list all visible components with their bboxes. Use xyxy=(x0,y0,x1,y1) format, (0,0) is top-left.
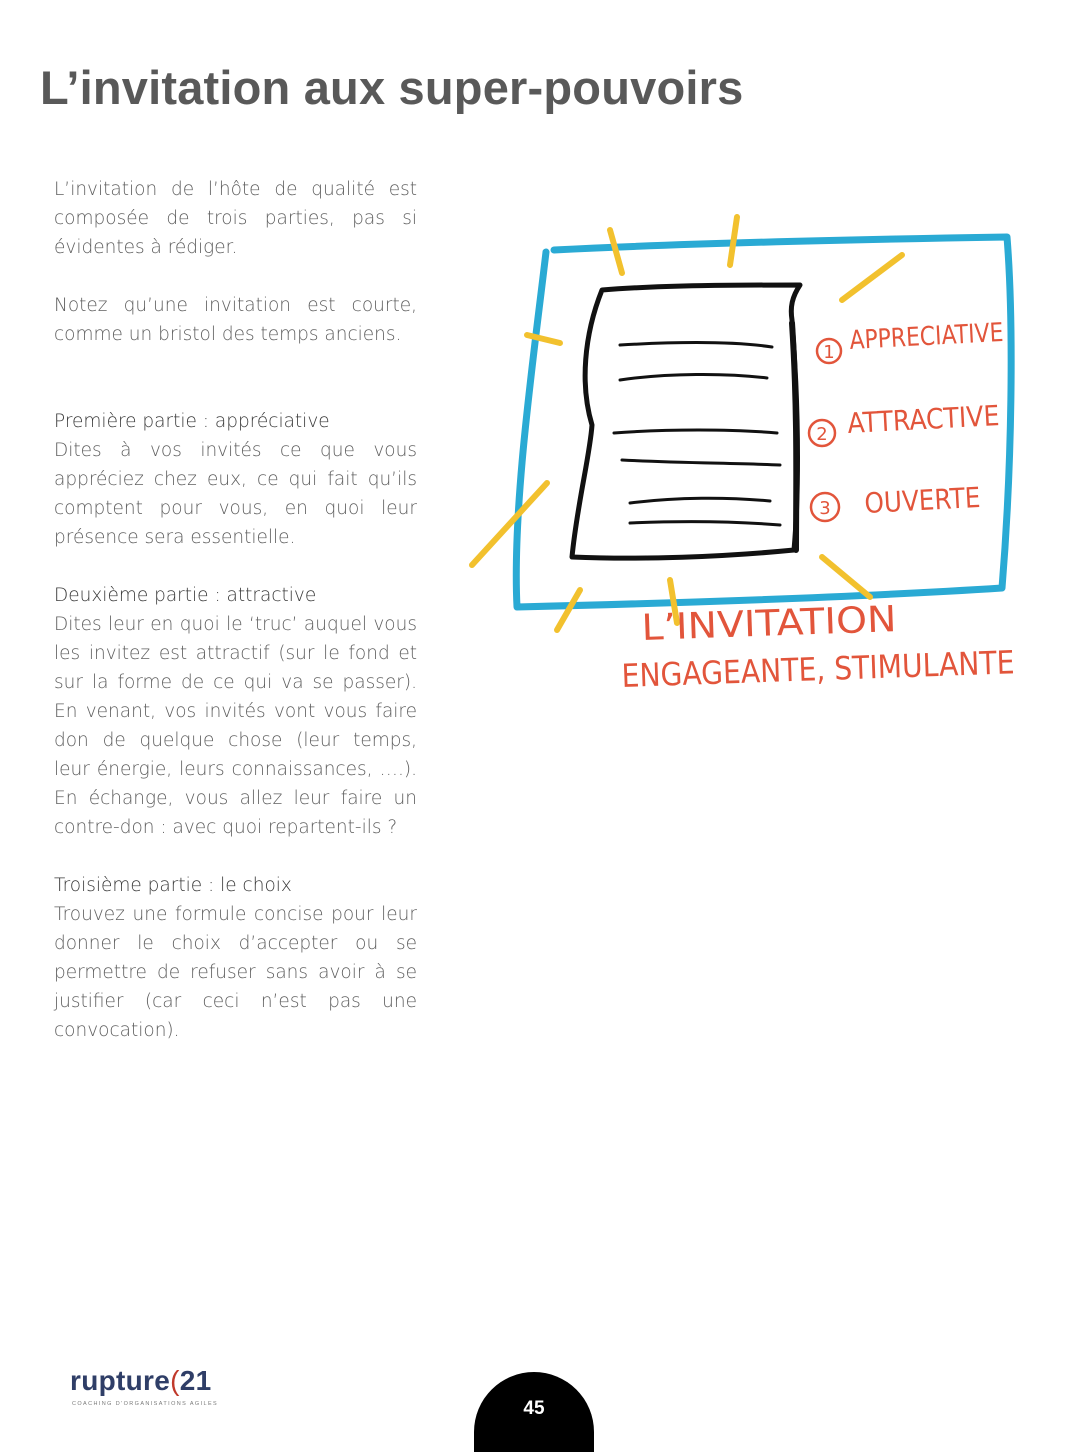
item-1-label: APPRECIATIVE xyxy=(848,316,1034,356)
item-1-number: 1 xyxy=(823,342,835,363)
logo-number: 21 xyxy=(179,1365,212,1396)
section-body: Dites leur en quoi le ‘truc’ auquel vous les invitez est attractif (sur le fond et sur la forme de ce qui va se passer). En venant, vos invités vont vous faire don de quelque chose (leur temps, leur énergie, leurs connaissances, ….). En échange, vous allez leur faire un contre-don : avec quoi repartent-ils ? xyxy=(54,614,417,838)
intro-paragraph: Notez qu’une invitation est courte, comme un bristol des temps anciens. xyxy=(54,295,417,345)
section-heading: Deuxième partie : attractive xyxy=(54,585,317,606)
page-number: 45 xyxy=(523,1398,545,1419)
page-number-tab xyxy=(474,1372,594,1452)
page-title: L’invitation aux super-pouvoirs xyxy=(40,61,744,114)
logo-paren: ( xyxy=(170,1365,180,1396)
item-3-label: OUVERTE xyxy=(863,480,997,520)
section-body: Trouvez une formule concise pour leur donner le choix d’accepter ou se permettre de refuser sans avoir à se justifier (car ceci n’est pas une convocation). xyxy=(54,904,417,1041)
document-sketch xyxy=(572,285,800,558)
invitation-sketch xyxy=(462,205,1068,705)
yellow-rays xyxy=(472,217,902,630)
caption-line-2: ENGAGEANTE, STIMULANTE xyxy=(620,641,1068,695)
item-3-number: 3 xyxy=(819,498,831,519)
intro-paragraph: L’invitation de l’hôte de qualité est composée de trois parties, pas si évidentes à rédiger. xyxy=(54,179,417,258)
caption-line-1: L’INVITATION xyxy=(640,599,876,649)
item-2-label: ATTRACTIVE xyxy=(846,398,1018,440)
logo-tagline: COACHING D'ORGANISATIONS AGILES xyxy=(72,1401,219,1407)
body-text xyxy=(54,175,417,1045)
section-heading: Première partie : appréciative xyxy=(54,411,330,432)
logo-text: rupture xyxy=(70,1365,171,1396)
company-logo xyxy=(68,1365,228,1415)
item-2-number: 2 xyxy=(816,424,828,445)
section-body: Dites à vos invités ce que vous appréciez chez eux, ce qui fait qu’ils comptent pour vous, en quoi leur présence sera essentielle. xyxy=(54,440,417,548)
section-heading: Troisième partie : le choix xyxy=(54,875,292,896)
logo-wordmark xyxy=(70,1365,211,1397)
